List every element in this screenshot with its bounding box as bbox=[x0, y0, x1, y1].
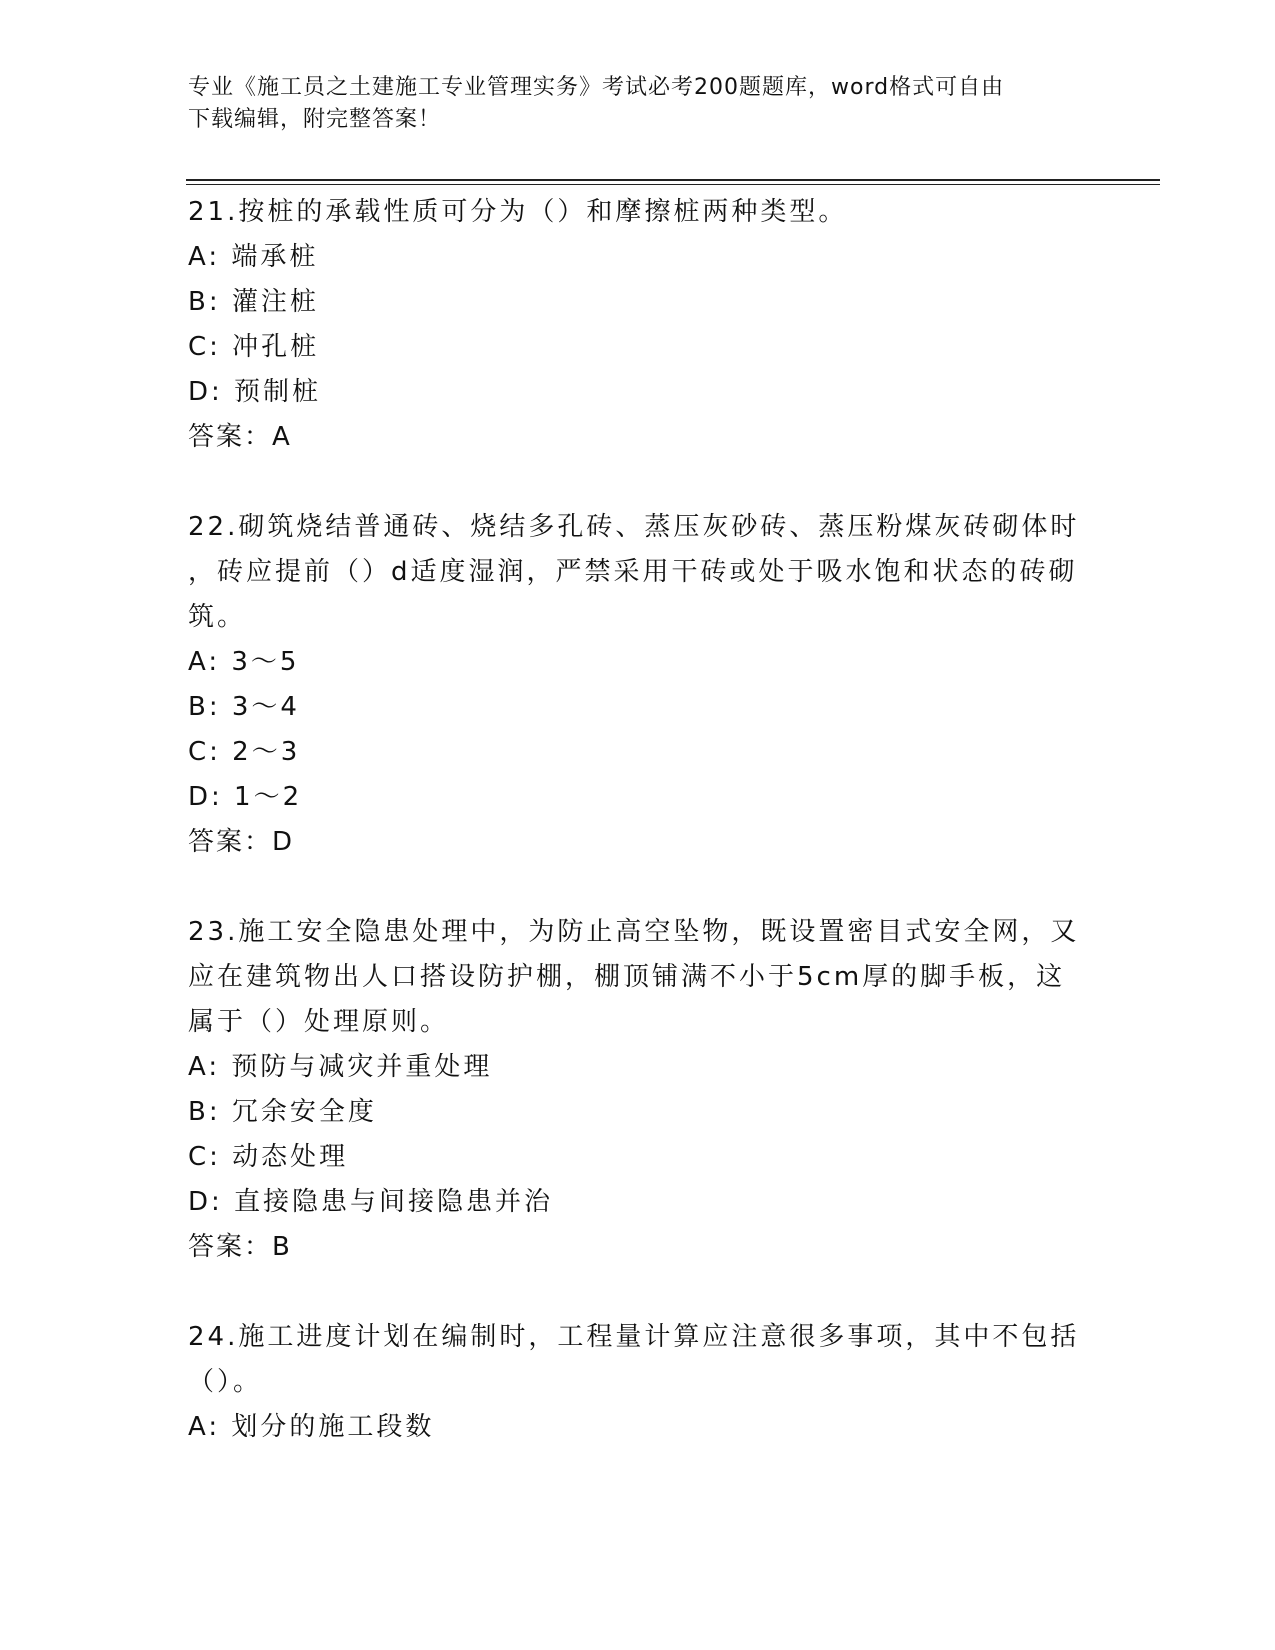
question-stem-line-1: 24.施工进度计划在编制时，工程量计算应注意很多事项，其中不包括 bbox=[188, 1322, 1080, 1352]
question-21 bbox=[188, 190, 1088, 460]
header-line-2: 下载编辑，附完整答案！ bbox=[188, 107, 442, 132]
option-d: D: 1～2 bbox=[188, 782, 303, 812]
question-24 bbox=[188, 1315, 1088, 1450]
document-header bbox=[188, 72, 1068, 136]
option-a: A: 划分的施工段数 bbox=[188, 1412, 435, 1442]
question-stem-line-1: 22.砌筑烧结普通砖、烧结多孔砖、蒸压灰砂砖、蒸压粉煤灰砖砌体时 bbox=[188, 512, 1080, 542]
option-b: B: 3～4 bbox=[188, 692, 300, 722]
question-stem-line-2: ，砖应提前（）d适度湿润，严禁采用干砖或处于吸水饱和状态的砖砌 bbox=[188, 557, 1078, 587]
question-stem-line-3: 筑。 bbox=[188, 602, 247, 632]
header-divider-thin bbox=[186, 184, 1160, 185]
option-d: D: 直接隐患与间接隐患并治 bbox=[188, 1187, 554, 1217]
question-23 bbox=[188, 910, 1088, 1270]
question-list bbox=[188, 190, 1088, 1450]
answer: 答案：A bbox=[188, 422, 292, 452]
option-c: C: 冲孔桩 bbox=[188, 332, 320, 362]
header-divider-thick bbox=[186, 179, 1160, 181]
question-stem-line-2: （）。 bbox=[188, 1367, 263, 1397]
option-c: C: 动态处理 bbox=[188, 1142, 349, 1172]
header-line-1: 专业《施工员之土建施工专业管理实务》考试必考200题题库，word格式可自由 bbox=[188, 75, 1005, 100]
answer: 答案：D bbox=[188, 827, 295, 857]
option-a: A: 3～5 bbox=[188, 647, 300, 677]
question-stem-line-3: 属于（）处理原则。 bbox=[188, 1007, 450, 1037]
answer: 答案：B bbox=[188, 1232, 292, 1262]
question-22 bbox=[188, 505, 1088, 865]
question-stem: 21.按桩的承载性质可分为（）和摩擦桩两种类型。 bbox=[188, 197, 848, 227]
option-a: A: 端承桩 bbox=[188, 242, 319, 272]
option-d: D: 预制桩 bbox=[188, 377, 322, 407]
question-stem-line-1: 23.施工安全隐患处理中，为防止高空坠物，既设置密目式安全网，又 bbox=[188, 917, 1080, 947]
option-a: A: 预防与减灾并重处理 bbox=[188, 1052, 493, 1082]
option-b: B: 灌注桩 bbox=[188, 287, 319, 317]
option-c: C: 2～3 bbox=[188, 737, 301, 767]
question-stem-line-2: 应在建筑物出人口搭设防护棚，棚顶铺满不小于5cm厚的脚手板，这 bbox=[188, 962, 1066, 992]
option-b: B: 冗余安全度 bbox=[188, 1097, 377, 1127]
